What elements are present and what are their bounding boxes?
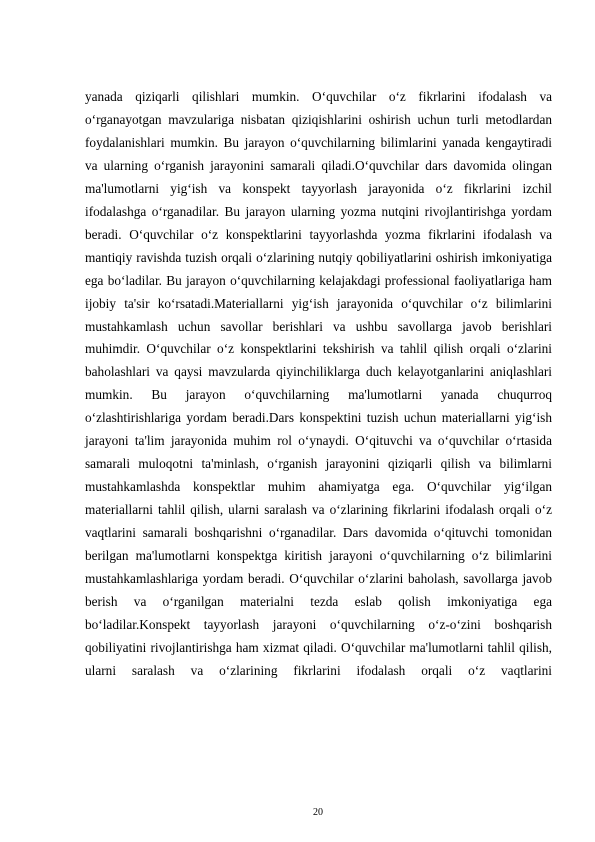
page-number: 20 (313, 807, 323, 818)
body-paragraph: yanada qiziqarli qilishlari mumkin. O‘quvchilar o‘z fikrlarini ifodalash va o‘rganayotgan mavzulariga nisbatan qiziqishlarini oshirish uchun turli metodlardan foydalanishlari mumkin. Bu jarayon o‘quvchilarning bilimlarini yanada kengaytiradi va ularning o‘rganish jarayonini samarali qiladi.O‘quvchilar dars davomida olingan ma'lumotlarni yig‘ish va konspekt tayyorlash jarayonida o‘z fikrlarini izchil ifodalashga o‘rganadilar. Bu jarayon ularning yozma nutqini rivojlantirishga yordam beradi. O‘quvchilar o‘z konspektlarini tayyorlashda yozma fikrlarini ifodalash va mantiqiy ravishda tuzish orqali o‘zlarining nutqiy qobiliyatlarini oshirish imkoniyatiga ega bo‘ladilar. Bu jarayon o‘quvchilarning kelajakdagi professional faoliyatlariga ham ijobiy ta'sir ko‘rsatadi.Materiallarni yig‘ish jarayonida o‘quvchilar o‘z bilimlarini mustahkamlash uchun savollar berishlari va ushbu savollarga javob berishlari muhimdir. O‘quvchilar o‘z konspektlarini tekshirish va tahlil qilish orqali o‘zlarini baholashlari va qaysi mavzularda qiyinchiliklarga duch kelayotganlarini aniqlashlari mumkin. Bu jarayon o‘quvchilarning ma'lumotlarni yanada chuqurroq o‘zlashtirishlariga yordam beradi.Dars konspektini tuzish uchun materiallarni yig‘ish jarayoni ta'lim jarayonida muhim rol o‘ynaydi. O‘qituvchi va o‘quvchilar o‘rtasida samarali muloqotni ta'minlash, o‘rganish jarayonini qiziqarli qilish va bilimlarni mustahkamlashda konspektlar muhim ahamiyatga ega. O‘quvchilar yig‘ilgan materiallarni tahlil qilish, ularni saralash va o‘zlarining fikrlarini ifodalash orqali o‘z vaqtlarini samarali boshqarishni o‘rganadilar. Dars davomida o‘qituvchi tomonidan berilgan ma'lumotlarni konspektga kiritish jarayoni o‘quvchilarning o‘z bilimlarini mustahkamlashlariga yordam beradi. O‘quvchilar o‘zlarini baholash, savollarga javob berish va o‘rganilgan materialni tezda eslab qolish imkoniyatiga ega bo‘ladilar.Konspekt tayyorlash jarayoni o‘quvchilarning o‘z-o‘zini boshqarish qobiliyatini rivojlantirishga ham xizmat qiladi. O‘quvchilar ma'lumotlarni tahlil qilish, ularni saralash va o‘zlarining fikrlarini ifodalash orqali o‘z vaqtlarini (85, 89, 552, 678)
